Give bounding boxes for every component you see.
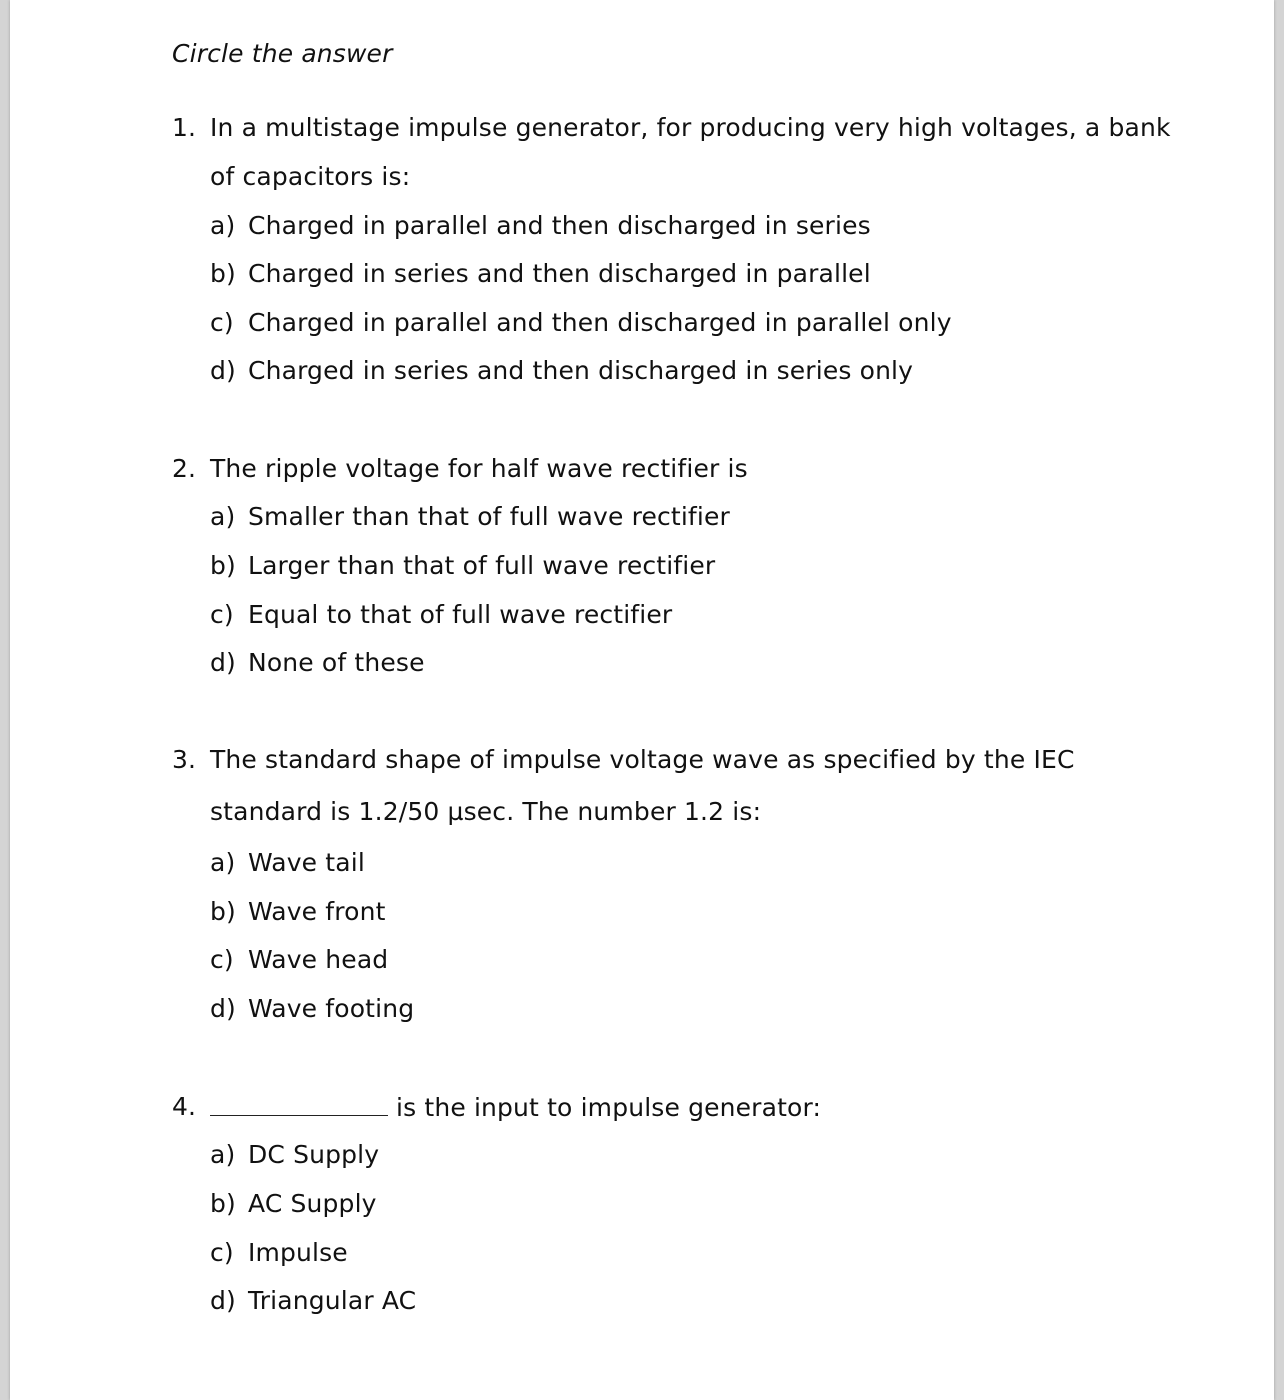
- option-text: DC Supply: [248, 1140, 380, 1169]
- question-4-text-line-1: [210, 1091, 821, 1124]
- instruction-text: Circle the answer: [172, 39, 393, 68]
- option-letter: c): [210, 308, 234, 337]
- option-text: None of these: [248, 648, 425, 677]
- question-1-text-line-1: In a multistage impulse generator, for producing very high voltages, a bank: [210, 113, 1171, 142]
- option-text: Triangular AC: [248, 1286, 417, 1315]
- question-4-option-c[interactable]: [210, 1237, 348, 1269]
- question-1-option-a[interactable]: [210, 210, 871, 242]
- option-letter: c): [210, 600, 234, 629]
- option-text: Larger than that of full wave rectifier: [248, 551, 716, 580]
- question-3-text-line-2: standard is 1.2/50 µsec. The number 1.2 is:: [210, 797, 762, 826]
- question-4-text: is the input to impulse generator:: [396, 1093, 822, 1122]
- option-letter: d): [210, 356, 236, 385]
- option-text: Charged in parallel and then discharged in parallel only: [248, 308, 952, 337]
- answer-blank[interactable]: [210, 1091, 388, 1116]
- option-letter: d): [210, 994, 236, 1023]
- question-2-option-b[interactable]: [210, 550, 715, 582]
- question-2-option-d[interactable]: [210, 647, 425, 679]
- question-1-option-c[interactable]: [210, 307, 952, 339]
- question-1-option-d[interactable]: [210, 355, 913, 387]
- question-1-number: 1.: [172, 113, 197, 142]
- question-1-text-line-2: of capacitors is:: [210, 162, 411, 191]
- option-text: Charged in series and then discharged in series only: [248, 356, 914, 385]
- question-1-option-b[interactable]: [210, 258, 871, 290]
- option-letter: d): [210, 648, 236, 677]
- option-text: Charged in series and then discharged in parallel: [248, 259, 871, 288]
- option-letter: c): [210, 1238, 234, 1267]
- option-letter: b): [210, 551, 236, 580]
- question-2-text-line-1: The ripple voltage for half wave rectifier is: [210, 454, 748, 483]
- question-4-number: 4.: [172, 1092, 197, 1121]
- question-2-number: 2.: [172, 454, 197, 483]
- question-3-option-a[interactable]: [210, 847, 365, 879]
- question-3-option-b[interactable]: [210, 896, 386, 928]
- question-4-option-a[interactable]: [210, 1139, 379, 1171]
- option-letter: a): [210, 1140, 236, 1169]
- option-text: Charged in parallel and then discharged in series: [248, 211, 871, 240]
- question-2-option-a[interactable]: [210, 501, 730, 533]
- option-letter: b): [210, 259, 236, 288]
- option-text: Wave head: [248, 945, 389, 974]
- option-text: Wave footing: [248, 994, 415, 1023]
- document-page: [10, 0, 1274, 1400]
- question-3-option-d[interactable]: [210, 993, 414, 1025]
- option-text: Equal to that of full wave rectifier: [248, 600, 673, 629]
- option-letter: c): [210, 945, 234, 974]
- option-text: Impulse: [248, 1238, 348, 1267]
- question-3-text-line-1: The standard shape of impulse voltage wave as specified by the IEC: [210, 745, 1075, 774]
- question-3-number: 3.: [172, 745, 197, 774]
- option-letter: a): [210, 211, 236, 240]
- option-text: AC Supply: [248, 1189, 377, 1218]
- option-letter: b): [210, 897, 236, 926]
- question-3-option-c[interactable]: [210, 944, 388, 976]
- option-text: Wave front: [248, 897, 386, 926]
- question-4-option-b[interactable]: [210, 1188, 377, 1220]
- question-2-option-c[interactable]: [210, 599, 672, 631]
- option-letter: b): [210, 1189, 236, 1218]
- option-text: Wave tail: [248, 848, 365, 877]
- option-letter: a): [210, 848, 236, 877]
- option-text: Smaller than that of full wave rectifier: [248, 502, 730, 531]
- option-letter: a): [210, 502, 236, 531]
- option-letter: d): [210, 1286, 236, 1315]
- question-4-option-d[interactable]: [210, 1285, 416, 1317]
